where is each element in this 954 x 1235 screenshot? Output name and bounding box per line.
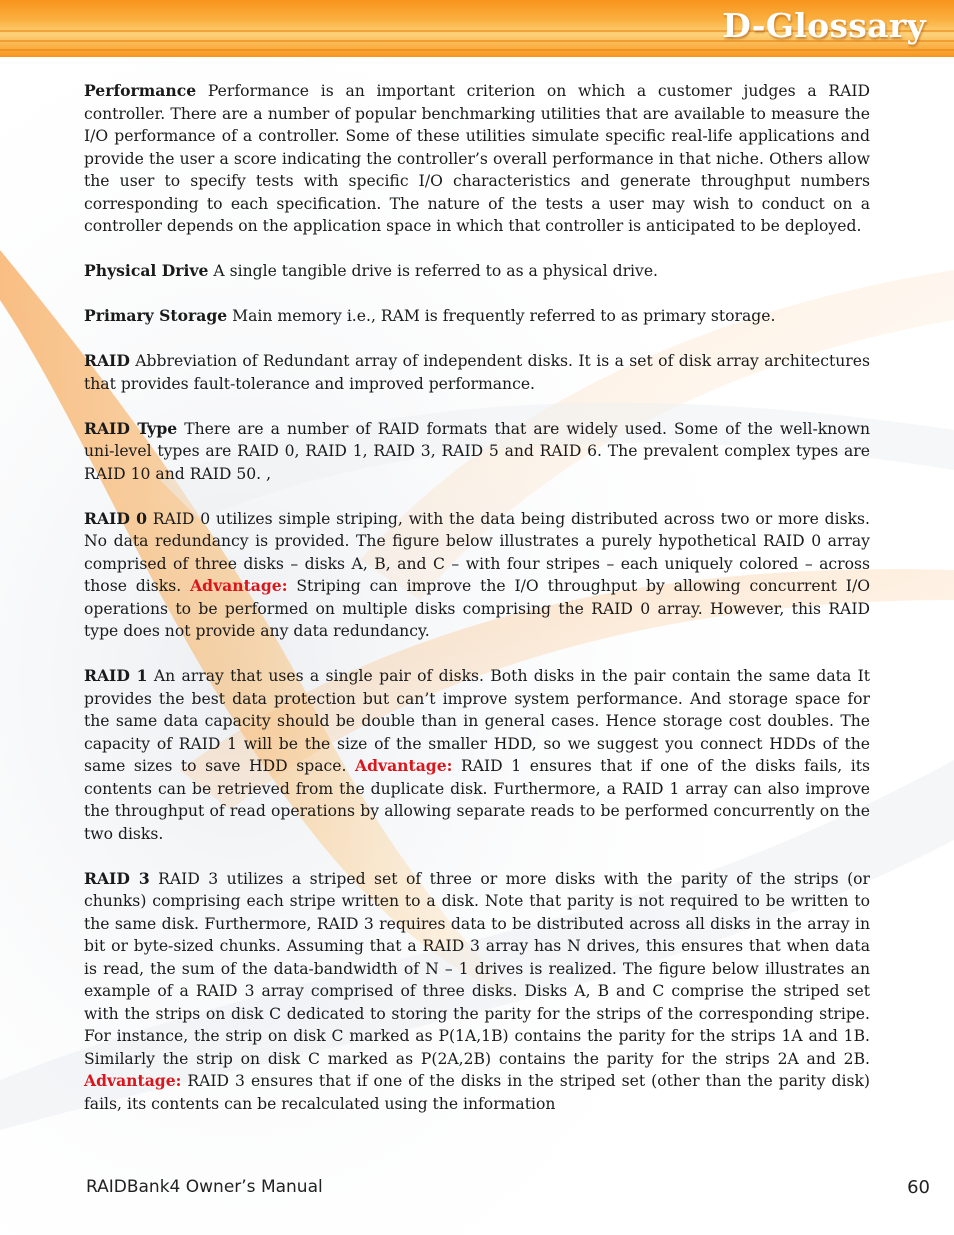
glossary-entry-raid xyxy=(84,350,870,395)
advantage-text: RAID 1 ensures that if one of the disks fails, its contents can be retrieved from the duplicate disk. Furthermore, a RAID 1 array can also improve the throughput of read operations by allowing separate reads to be performed concurrently on the two disks. xyxy=(84,757,870,843)
glossary-term: RAID 0 xyxy=(84,508,147,528)
glossary-definition: Performance is an important criterion on which a customer judges a RAID controller. There are a number of popular benchmarking utilities that are available to measure the I/O performance of a controller. Some of these utilities simulate specific real-life applications and provide the user a score indicating the controller’s overall performance in that niche. Others allow the user to specify tests with specific I/O characteristics and generate throughput numbers corresponding to each specification. The nature of the tests a user may wish to conduct on a controller depends on the application space in which that controller is anticipated to be deployed. xyxy=(84,82,870,235)
glossary-entry-raid-1 xyxy=(84,665,870,845)
footer-manual-title: RAIDBank4 Owner’s Manual xyxy=(86,1177,323,1197)
glossary-definition: Main memory i.e., RAM is frequently referred to as primary storage. xyxy=(232,307,776,325)
header-stripe xyxy=(0,49,954,51)
glossary-entry-performance xyxy=(84,80,870,238)
glossary-definition: An array that uses a single pair of disks. Both disks in the pair contain the same data It provides the best data protection but can’t improve system performance. And storage space for the same data capacity should be double than in general cases. Hence storage cost doubles. The capacity of RAID 1 will be the size of the smaller HDD, so we suggest you connect HDDs of the same sizes to save HDD space. xyxy=(84,667,870,775)
glossary-term: RAID 1 xyxy=(84,666,148,685)
page-title: D-Glossary xyxy=(722,6,926,45)
glossary-term: RAID Type xyxy=(84,418,178,438)
advantage-label: Advantage: xyxy=(355,756,453,775)
glossary-entry-raid-type xyxy=(84,418,870,486)
glossary-definition: RAID 0 utilizes simple striping, with the data being distributed across two or more disks. No data redundancy is provided. The figure below illustrates a purely hypothetical RAID 0 array comprised of three disks – disks A, B, and C – with four stripes – each uniquely colored – across those disks. xyxy=(84,509,870,595)
glossary-entry-raid-0 xyxy=(84,508,870,643)
glossary-term: Primary Storage xyxy=(84,306,228,325)
glossary-term: RAID 3 xyxy=(84,868,150,888)
advantage-label: Advantage: xyxy=(190,576,288,595)
glossary-definition: A single tangible drive is referred to as a physical drive. xyxy=(213,262,659,280)
glossary-term: Physical Drive xyxy=(84,261,209,280)
glossary-term: Performance xyxy=(84,81,197,100)
glossary-content xyxy=(84,80,870,1138)
glossary-entry-primary-storage xyxy=(84,305,870,328)
glossary-term: RAID xyxy=(84,351,130,370)
glossary-entry-physical-drive xyxy=(84,260,870,283)
glossary-definition: Abbreviation of Redundant array of independent disks. It is a set of disk array architectures that provides fault-tolerance and improved performance. xyxy=(84,352,870,393)
page-number: 60 xyxy=(907,1177,930,1198)
glossary-entry-raid-3 xyxy=(84,868,870,1116)
glossary-definition: RAID 3 utilizes a striped set of three or more disks with the parity of the strips (or chunks) comprising each stripe written to a disk. Note that parity is not required to be written to the same disk. Furthermore, RAID 3 requires data to be distributed across all disks in the array in bit or byte-sized chunks. Assuming that a RAID 3 array has N drives, this ensures that when data is read, the sum of the data-bandwidth of N – 1 drives is realized. The figure below illustrates an example of a RAID 3 array comprised of three disks. Disks A, B and C comprise the striped set with the strips on disk C dedicated to storing the parity for the strips of the corresponding stripe. For instance, the strip on disk C marked as P(1A,1B) contains the parity for the strips 1A and 1B. Similarly the strip on disk C marked as P(2A,2B) contains the parity for the strips 2A and 2B. xyxy=(84,869,870,1068)
advantage-label: Advantage: xyxy=(84,1071,182,1090)
advantage-text: RAID 3 ensures that if one of the disks in the striped set (other than the parity disk) fails, its contents can be recalculated using the information xyxy=(84,1072,870,1113)
advantage-text: Striping can improve the I/O throughput by allowing concurrent I/O operations to be performed on multiple disks comprising the RAID 0 array. However, this RAID type does not provide any data redundancy. xyxy=(84,577,870,640)
glossary-definition: There are a number of RAID formats that are widely used. Some of the well-known uni-level types are RAID 0, RAID 1, RAID 3, RAID 5 and RAID 6. The prevalent complex types are RAID 10 and RAID 50. , xyxy=(84,419,870,483)
